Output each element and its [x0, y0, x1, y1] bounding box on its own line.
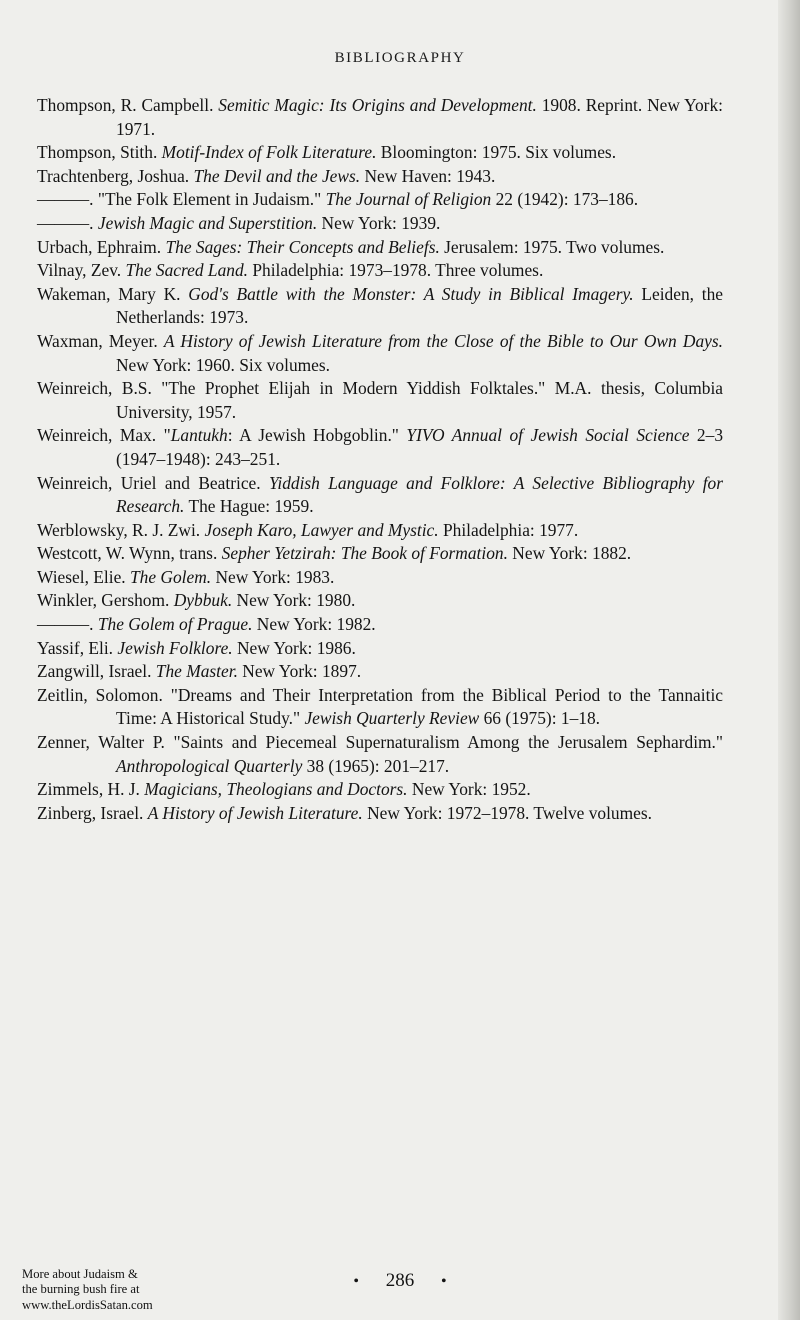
page-edge — [778, 0, 800, 1320]
bullet-left: • — [353, 1273, 359, 1290]
bibliography-entry — [37, 519, 723, 543]
bibliography-entry — [37, 613, 723, 637]
entry-text: Jerusalem: 1975. Two volumes. — [439, 236, 665, 257]
entry-title: The Master. — [155, 661, 238, 682]
watermark-line: More about Judaism & — [22, 1267, 138, 1281]
bibliography-entry — [37, 424, 723, 471]
entry-text: Zinberg, Israel. — [37, 802, 148, 823]
entry-text: Westcott, W. Wynn, trans. — [37, 543, 222, 564]
bibliography-entry — [37, 330, 723, 377]
entry-title: The Sacred Land. — [125, 260, 249, 281]
bibliography-entry — [37, 731, 723, 778]
entry-text: New York: 1960. Six volumes. — [116, 354, 331, 375]
bibliography-entry — [37, 212, 723, 236]
bibliography-entry — [37, 165, 723, 189]
entry-text: Bloomington: 1975. Six volumes. — [376, 142, 617, 163]
bibliography-entry — [37, 188, 723, 212]
entry-text: ———. — [37, 614, 98, 635]
entry-text: Leiden, the Netherlands: 1973. — [116, 283, 724, 328]
entry-text: New Haven: 1943. — [360, 165, 496, 186]
entry-text: Trachtenberg, Joshua. — [37, 165, 194, 186]
entry-text: Waxman, Meyer. — [37, 330, 164, 351]
entry-text: Weinreich, B.S. "The Prophet Elijah in Modern Yiddish Folktales." M.A. thesis, Columbia University, 1957. — [37, 378, 723, 422]
entry-text: Zenner, Walter P. "Saints and Piecemeal Supernaturalism Among the Jerusalem Sephardim." — [37, 732, 723, 753]
entry-text: Zangwill, Israel. — [37, 661, 156, 682]
bibliography-entry — [37, 778, 723, 802]
bibliography-entry — [37, 566, 723, 590]
entry-text: Wiesel, Elie. — [37, 566, 130, 587]
entry-text: ———. "The Folk Element in Judaism." — [37, 189, 326, 210]
entry-title: Dybbuk. — [173, 590, 233, 611]
entry-text: New York: 1897. — [237, 661, 362, 682]
entry-text: Zeitlin, Solomon. "Dreams and Their Interpretation from the Biblical Period to the Tannaitic Time: A Historical Study." — [37, 684, 723, 729]
entry-title: Yiddish Language and Folklore: A Selective Bibliography for Research. — [116, 472, 724, 517]
entry-text: Urbach, Ephraim. — [37, 236, 166, 257]
bibliography-entry — [37, 236, 723, 260]
entry-title: Joseph Karo, Lawyer and Mystic. — [204, 519, 439, 540]
entry-title: Lantukh — [170, 425, 228, 446]
entry-text: 22 (1942): 173–186. — [491, 189, 639, 210]
entry-text: Winkler, Gershom. — [37, 590, 174, 611]
entry-text: New York: 1952. — [407, 779, 531, 800]
entry-text: New York: 1986. — [232, 637, 356, 658]
bibliography-entry — [37, 283, 723, 330]
entry-text: New York: 1980. — [232, 590, 356, 611]
entry-text: Wakeman, Mary K. — [37, 283, 189, 304]
entry-text: New York: 1983. — [211, 566, 335, 587]
bibliography-entry — [37, 542, 723, 566]
entry-title: The Golem of Prague. — [97, 614, 253, 635]
entry-text: 2–3 (1947–1948): 243–251. — [116, 425, 724, 469]
entry-text: ———. — [37, 212, 98, 233]
entry-title: Semitic Magic: Its Origins and Development. — [218, 95, 537, 115]
entry-text: Zimmels, H. J. — [37, 779, 145, 800]
entry-text: Vilnay, Zev. — [37, 260, 126, 281]
bibliography-entry — [37, 589, 723, 613]
entry-title: Jewish Magic and Superstition. — [97, 212, 318, 233]
section-title: BIBLIOGRAPHY — [334, 50, 466, 66]
entry-title: God's Battle with the Monster: A Study in Biblical Imagery. — [188, 283, 634, 304]
entry-text: New York: 1972–1978. Twelve volumes. — [362, 802, 652, 823]
entry-title: Sepher Yetzirah: The Book of Formation. — [221, 543, 508, 564]
entry-text: Werblowsky, R. J. Zwi. — [37, 519, 205, 540]
entry-title: The Sages: Their Concepts and Beliefs. — [165, 236, 440, 257]
bibliography-entry — [37, 637, 723, 661]
bibliography-entry — [37, 259, 723, 283]
entry-text: Thompson, R. Campbell. — [37, 95, 219, 115]
entry-text: New York: 1882. — [507, 543, 632, 564]
entry-text: : A Jewish Hobgoblin." — [227, 425, 407, 446]
entry-text: 66 (1975): 1–18. — [479, 708, 601, 729]
entry-title: Anthropological Quarterly — [116, 755, 303, 776]
entry-text: Yassif, Eli. — [37, 637, 118, 658]
bibliography-list — [37, 94, 723, 825]
entry-title: Jewish Quarterly Review — [304, 708, 480, 729]
bibliography-entry — [37, 684, 723, 731]
entry-title: Motif-Index of Folk Literature. — [161, 142, 377, 163]
watermark-line: the burning bush fire at — [22, 1282, 140, 1297]
entry-title: A History of Jewish Literature from the Close of the Bible to Our Own Days. — [163, 330, 723, 351]
entry-title: Magicians, Theologians and Doctors. — [144, 779, 408, 800]
entry-text: 1908. Reprint. New York: 1971. — [116, 95, 723, 139]
entry-title: The Journal of Religion — [325, 189, 492, 210]
bibliography-entry — [37, 802, 723, 826]
entry-text: 38 (1965): 201–217. — [302, 755, 450, 776]
entry-title: The Devil and the Jews. — [193, 165, 361, 186]
page-header — [0, 50, 800, 67]
entry-text: New York: 1982. — [252, 614, 376, 635]
bullet-right: • — [441, 1273, 447, 1290]
entry-title: YIVO Annual of Jewish Social Science — [406, 425, 690, 446]
bibliography-entry — [37, 660, 723, 684]
entry-text: Weinreich, Max. " — [37, 425, 171, 446]
entry-text: New York: 1939. — [317, 212, 441, 233]
bibliography-entry — [37, 94, 723, 141]
entry-text: Weinreich, Uriel and Beatrice. — [37, 472, 269, 493]
entry-text: The Hague: 1959. — [184, 496, 314, 517]
entry-title: A History of Jewish Literature. — [147, 802, 363, 823]
watermark-link[interactable]: www.theLordisSatan.com — [22, 1297, 153, 1312]
entry-text: Philadelphia: 1973–1978. Three volumes. — [248, 260, 544, 281]
entry-title: The Golem. — [129, 566, 212, 587]
entry-text: Thompson, Stith. — [37, 142, 162, 163]
bibliography-entry — [37, 141, 723, 165]
bibliography-entry — [37, 472, 723, 519]
entry-text: Philadelphia: 1977. — [438, 519, 579, 540]
page-number: 286 — [385, 1270, 415, 1291]
watermark-text — [22, 1267, 192, 1313]
bibliography-entry — [37, 377, 723, 424]
entry-title: Jewish Folklore. — [117, 637, 233, 658]
